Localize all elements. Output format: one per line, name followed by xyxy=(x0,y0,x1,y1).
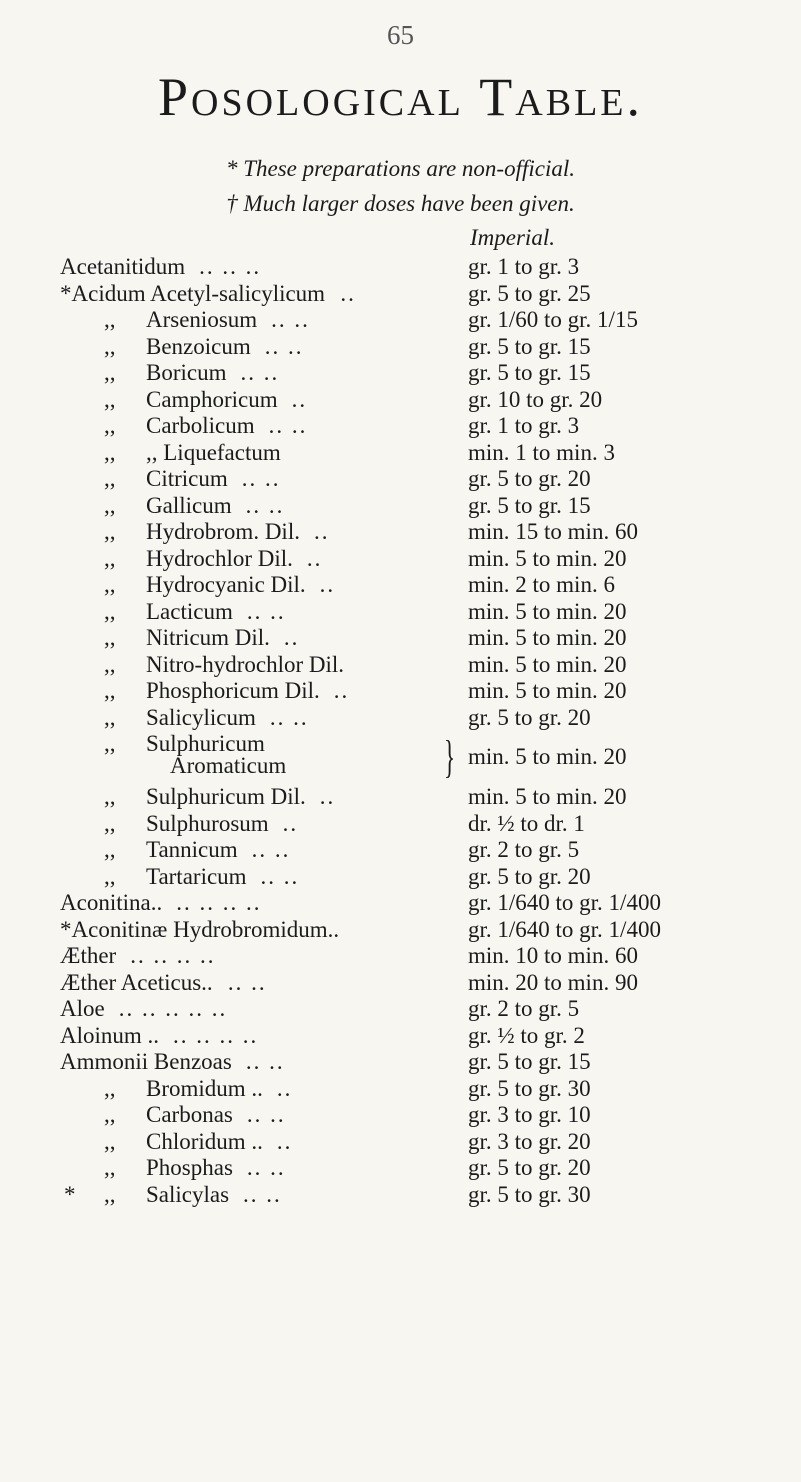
dose-range: gr. 5 to gr. 20 xyxy=(468,466,591,491)
drug-name: Camphoricum xyxy=(146,386,278,412)
table-row xyxy=(0,360,801,387)
drug-name: Hydrochlor Dil. xyxy=(146,545,293,571)
dose-range: min. 20 to min. 90 xyxy=(468,969,638,995)
drug-name: Nitricum Dil. xyxy=(146,625,270,650)
drug-name: Arseniosum xyxy=(146,307,258,332)
drug-name: Sulphuricum Dil. xyxy=(146,784,306,809)
dose-range: gr. 2 to gr. 5 xyxy=(468,837,580,862)
leader-dots: .. .. xyxy=(251,837,291,862)
leader-dots: .. xyxy=(282,810,299,836)
leader-dots: .. .. xyxy=(264,333,304,359)
table-row xyxy=(0,890,801,917)
ditto-mark: ,, xyxy=(104,1075,116,1101)
dose-range: min. 5 to min. 20 xyxy=(468,625,627,650)
table-row xyxy=(0,599,801,626)
leader-dots: .. .. xyxy=(269,704,309,730)
leader-dots: .. .. xyxy=(246,598,286,624)
dose-range: min. 1 to min. 3 xyxy=(468,439,615,465)
dose-range: gr. 1/640 to gr. 1/400 xyxy=(468,916,661,942)
dose-range: gr. ½ to gr. 2 xyxy=(468,1022,585,1048)
ditto-mark: ,, xyxy=(104,1181,116,1207)
ditto-mark: ,, xyxy=(104,625,116,650)
drug-name: Carbolicum xyxy=(146,413,255,438)
leader-dots: .. xyxy=(333,678,350,703)
dose-range: gr. 5 to gr. 30 xyxy=(468,1181,591,1207)
drug-name: Hydrobrom. Dil. xyxy=(146,519,300,544)
ditto-mark: ,, xyxy=(104,492,116,518)
leader-dots: .. .. xyxy=(260,863,300,889)
drug-name: Tannicum xyxy=(146,837,238,862)
dose-range: min. 5 to min. 20 xyxy=(468,784,627,809)
leader-dots: .. .. .. .. xyxy=(176,890,262,915)
dose-range: min. 15 to min. 60 xyxy=(468,519,638,544)
table-row xyxy=(0,996,801,1023)
drug-name: Phosphoricum Dil. xyxy=(146,678,320,703)
ditto-mark: ,, xyxy=(104,466,116,491)
table-row xyxy=(0,731,801,784)
ditto-mark: ,, xyxy=(104,519,116,544)
ditto-mark: ,, xyxy=(104,572,116,597)
leader-dots: .. .. xyxy=(245,492,285,518)
dose-range: gr. 1 to gr. 3 xyxy=(468,413,580,438)
dose-range: min. 2 to min. 6 xyxy=(468,572,615,597)
note-larger-doses: † Much larger doses have been given. xyxy=(226,191,575,216)
table-row xyxy=(0,1076,801,1103)
dose-range: gr. 1/640 to gr. 1/400 xyxy=(468,890,661,915)
table-row xyxy=(0,413,801,440)
drug-name: Gallicum xyxy=(146,492,232,518)
page-number: 65 xyxy=(387,20,414,50)
drug-name: Æther xyxy=(60,943,117,968)
drug-name: Nitro-hydrochlor Dil. xyxy=(146,651,345,677)
drug-name: Boricum xyxy=(146,360,227,385)
drug-name: *Aconitinæ Hydrobromidum.. xyxy=(60,916,340,942)
table-row xyxy=(0,546,801,573)
ditto-mark: ,, xyxy=(104,704,116,730)
leader-dots: .. xyxy=(306,545,323,571)
table-row xyxy=(0,440,801,467)
ditto-mark: ,, xyxy=(104,651,116,677)
ditto-mark: ,, xyxy=(104,1128,116,1154)
page-title: Posological Table. xyxy=(157,67,644,127)
leader-dots: .. .. xyxy=(271,307,310,332)
ditto-mark: ,, xyxy=(104,837,116,862)
drug-name: Acetanitidum xyxy=(60,254,186,279)
leader-dots: .. .. xyxy=(246,1102,286,1127)
dose-range: min. 5 to min. 20 xyxy=(468,678,627,703)
ditto-mark: ,, xyxy=(104,731,116,756)
drug-name: Æther Aceticus.. xyxy=(60,969,213,995)
leader-dots: .. .. .. .. xyxy=(130,943,216,968)
dose-range: gr. 5 to gr. 15 xyxy=(468,333,591,359)
leader-dots: .. .. .. .. xyxy=(173,1022,259,1048)
table-row xyxy=(0,678,801,705)
dose-range: gr. 10 to gr. 20 xyxy=(468,386,603,412)
ditto-mark: ,, xyxy=(104,307,116,332)
table-row xyxy=(0,1182,801,1209)
dose-range: gr. 5 to gr. 20 xyxy=(468,1155,591,1180)
table-row xyxy=(0,705,801,732)
table-row xyxy=(0,625,801,652)
table-row xyxy=(0,493,801,520)
drug-name: Phosphas xyxy=(146,1155,233,1180)
table-row xyxy=(0,519,801,546)
dose-range: gr. 5 to gr. 15 xyxy=(468,492,591,518)
leader-dots: .. .. xyxy=(227,969,267,995)
ditto-mark: ,, xyxy=(104,678,116,703)
leader-dots: .. xyxy=(319,784,336,809)
dose-range: min. 10 to min. 60 xyxy=(468,943,638,968)
posology-table xyxy=(0,254,801,1208)
table-row xyxy=(0,334,801,361)
dose-range: gr. 5 to gr. 20 xyxy=(468,863,591,889)
ditto-mark: ,, xyxy=(104,1155,116,1180)
table-row xyxy=(0,1129,801,1156)
column-header-imperial: Imperial. xyxy=(470,225,555,250)
leader-dots: .. .. .. .. .. xyxy=(118,996,228,1021)
table-row xyxy=(0,387,801,414)
brace: } xyxy=(444,731,456,782)
drug-name: *Acidum Acetyl-salicylicum xyxy=(60,280,326,306)
non-official-marker: * xyxy=(64,1181,76,1207)
leader-dots: .. xyxy=(319,572,336,597)
table-row xyxy=(0,811,801,838)
dose-range: min. 5 to min. 20 xyxy=(468,598,627,624)
dose-range: min. 5 to min. 20 xyxy=(468,651,627,677)
ditto-mark: ,, xyxy=(104,810,116,836)
table-row xyxy=(0,1023,801,1050)
dose-range: dr. ½ to dr. 1 xyxy=(468,810,585,836)
table-row xyxy=(0,970,801,997)
dose-range: gr. 3 to gr. 20 xyxy=(468,1128,591,1154)
drug-name: Bromidum .. xyxy=(146,1075,263,1101)
ditto-mark: ,, xyxy=(104,413,116,438)
table-row xyxy=(0,784,801,811)
ditto-mark: ,, xyxy=(104,386,116,412)
ditto-mark: ,, xyxy=(104,333,116,359)
leader-dots: .. xyxy=(291,386,308,412)
drug-name: Aloinum .. xyxy=(60,1022,160,1048)
drug-name: Ammonii Benzoas xyxy=(60,1049,232,1074)
drug-name-continued: Aromaticum xyxy=(170,753,287,778)
leader-dots: .. .. xyxy=(241,466,281,491)
leader-dots: .. xyxy=(276,1128,293,1154)
leader-dots: .. xyxy=(283,625,300,650)
leader-dots: .. xyxy=(313,519,330,544)
table-row xyxy=(0,917,801,944)
dose-range: gr. 5 to gr. 20 xyxy=(468,704,591,730)
dose-range: gr. 5 to gr. 15 xyxy=(468,1049,591,1074)
drug-name: Chloridum .. xyxy=(146,1128,263,1154)
table-row xyxy=(0,307,801,334)
table-row xyxy=(0,864,801,891)
dose-range: min. 5 to min. 20 xyxy=(468,545,627,571)
dose-range: gr. 3 to gr. 10 xyxy=(468,1102,591,1127)
table-row xyxy=(0,837,801,864)
leader-dots: .. .. xyxy=(246,1155,286,1180)
drug-name: Citricum xyxy=(146,466,228,491)
leader-dots: .. .. xyxy=(240,360,280,385)
dose-range: gr. 5 to gr. 15 xyxy=(468,360,591,385)
drug-name: Salicylas xyxy=(146,1181,230,1207)
table-row xyxy=(0,281,801,308)
drug-name: Hydrocyanic Dil. xyxy=(146,572,306,597)
dose-range: gr. 1/60 to gr. 1/15 xyxy=(468,307,638,332)
dose-range: min. 5 to min. 20 xyxy=(468,744,627,769)
drug-name: Salicylicum xyxy=(146,704,256,730)
table-row xyxy=(0,1155,801,1182)
table-row xyxy=(0,572,801,599)
table-row xyxy=(0,652,801,679)
ditto-mark: ,, xyxy=(104,545,116,571)
leader-dots: .. .. xyxy=(245,1049,285,1074)
ditto-mark: ,, xyxy=(104,360,116,385)
leader-dots: .. xyxy=(276,1075,293,1101)
table-row xyxy=(0,1102,801,1129)
ditto-mark: ,, xyxy=(104,1102,116,1127)
ditto-mark: ,, xyxy=(104,784,116,809)
dose-range: gr. 1 to gr. 3 xyxy=(468,254,580,279)
drug-name: Aconitina.. xyxy=(60,890,163,915)
drug-name: Benzoicum xyxy=(146,333,251,359)
ditto-mark: ,, xyxy=(104,598,116,624)
drug-name: Carbonas xyxy=(146,1102,233,1127)
drug-name: Lacticum xyxy=(146,598,233,624)
note-non-official: * These preparations are non-official. xyxy=(225,156,576,181)
table-row xyxy=(0,254,801,281)
ditto-mark: ,, xyxy=(104,863,116,889)
dose-range: gr. 2 to gr. 5 xyxy=(468,996,580,1021)
table-row xyxy=(0,466,801,493)
leader-dots: .. .. xyxy=(268,413,308,438)
table-row xyxy=(0,943,801,970)
leader-dots: .. xyxy=(340,280,356,306)
drug-name: ,, Liquefactum xyxy=(146,439,281,465)
drug-name: Sulphurosum xyxy=(146,810,269,836)
ditto-mark: ,, xyxy=(104,439,116,465)
leader-dots: .. .. xyxy=(243,1181,282,1207)
table-row xyxy=(0,1049,801,1076)
dose-range: gr. 5 to gr. 25 xyxy=(468,280,591,306)
leader-dots: .. .. .. xyxy=(199,254,262,279)
drug-name: Sulphuricum xyxy=(146,731,265,756)
drug-name: Aloe xyxy=(60,996,105,1021)
dose-range: gr. 5 to gr. 30 xyxy=(468,1075,591,1101)
drug-name: Tartaricum xyxy=(146,863,247,889)
